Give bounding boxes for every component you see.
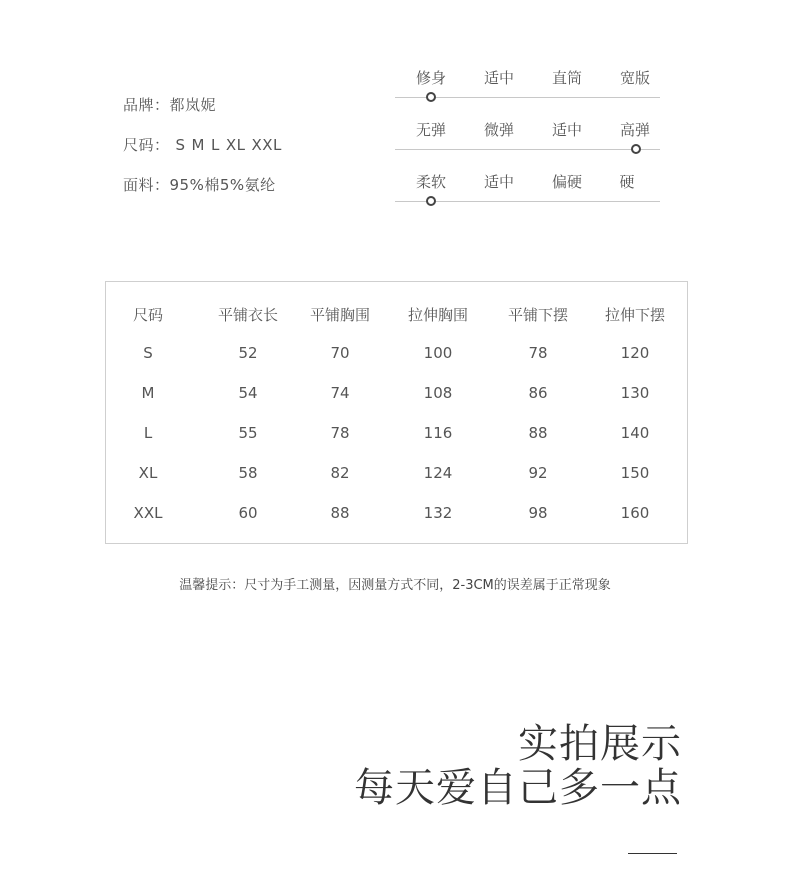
table-cell: 92 xyxy=(528,464,548,482)
table-header-cell: 平铺胸围 xyxy=(309,306,371,324)
table-cell: 108 xyxy=(423,384,453,402)
table-cell: 98 xyxy=(528,504,548,522)
size-table xyxy=(105,281,688,544)
table-cell: 88 xyxy=(330,504,350,522)
size-option: S xyxy=(175,136,186,154)
table-cell: 160 xyxy=(620,504,650,522)
table-cell: 78 xyxy=(528,344,548,362)
table-cell: 60 xyxy=(238,504,258,522)
scale-marker xyxy=(426,92,436,102)
table-cell: 82 xyxy=(330,464,350,482)
table-cell: 78 xyxy=(330,424,350,442)
scale-label: 柔软 xyxy=(415,173,447,191)
table-cell: XL xyxy=(138,464,158,482)
table-cell: 88 xyxy=(528,424,548,442)
size-info xyxy=(123,134,288,155)
table-cell: M xyxy=(141,384,155,402)
brand-info: 品牌：都岚妮 xyxy=(123,96,217,114)
scale-line xyxy=(395,149,660,150)
measurement-note: 温馨提示：尺寸为手工测量，因测量方式不同，2-3CM的误差属于正常现象 xyxy=(179,578,611,593)
table-header-cell: 拉伸胸围 xyxy=(407,306,469,324)
size-option: M xyxy=(191,136,205,154)
scale-label: 高弹 xyxy=(619,121,651,139)
headline-title: 实拍展示 xyxy=(518,721,682,767)
headline-subtitle: 每天爱自己多一点 xyxy=(354,765,682,811)
table-cell: 54 xyxy=(238,384,258,402)
scale-label: 适中 xyxy=(483,173,515,191)
scale-label: 无弹 xyxy=(415,121,447,139)
stretch-scale xyxy=(395,119,660,171)
table-cell: 140 xyxy=(620,424,650,442)
scale-label: 修身 xyxy=(415,69,447,87)
table-cell: 74 xyxy=(330,384,350,402)
scale-label: 直筒 xyxy=(551,69,583,87)
table-header-cell: 平铺下摆 xyxy=(507,306,569,324)
table-cell: 120 xyxy=(620,344,650,362)
scale-label: 宽版 xyxy=(619,69,651,87)
table-cell: S xyxy=(143,344,153,362)
size-label: 尺码： xyxy=(123,136,170,154)
table-header-cell: 拉伸下摆 xyxy=(604,306,666,324)
table-cell: 52 xyxy=(238,344,258,362)
size-option: XXL xyxy=(251,136,282,154)
size-option: L xyxy=(211,136,220,154)
table-cell: 55 xyxy=(238,424,258,442)
softness-scale xyxy=(395,171,660,223)
table-cell: 130 xyxy=(620,384,650,402)
table-cell: 132 xyxy=(423,504,453,522)
table-cell: 150 xyxy=(620,464,650,482)
scale-marker xyxy=(631,144,641,154)
table-cell: L xyxy=(143,424,153,442)
table-cell: 70 xyxy=(330,344,350,362)
table-cell: 100 xyxy=(423,344,453,362)
table-header-cell: 平铺衣长 xyxy=(217,306,279,324)
fit-scale xyxy=(395,67,660,119)
scale-label: 适中 xyxy=(483,69,515,87)
table-cell: 86 xyxy=(528,384,548,402)
scale-label: 微弹 xyxy=(483,121,515,139)
scale-label: 偏硬 xyxy=(551,173,583,191)
table-cell: XXL xyxy=(133,504,163,522)
scale-label: 硬 xyxy=(619,173,635,191)
decorative-line xyxy=(628,853,677,854)
fabric-info: 面料：95%棉5%氨纶 xyxy=(123,176,276,194)
table-cell: 124 xyxy=(423,464,453,482)
table-cell: 58 xyxy=(238,464,258,482)
size-option: XL xyxy=(225,136,246,154)
table-header-cell: 尺码 xyxy=(132,306,164,324)
scale-marker xyxy=(426,196,436,206)
scale-label: 适中 xyxy=(551,121,583,139)
table-cell: 116 xyxy=(423,424,453,442)
